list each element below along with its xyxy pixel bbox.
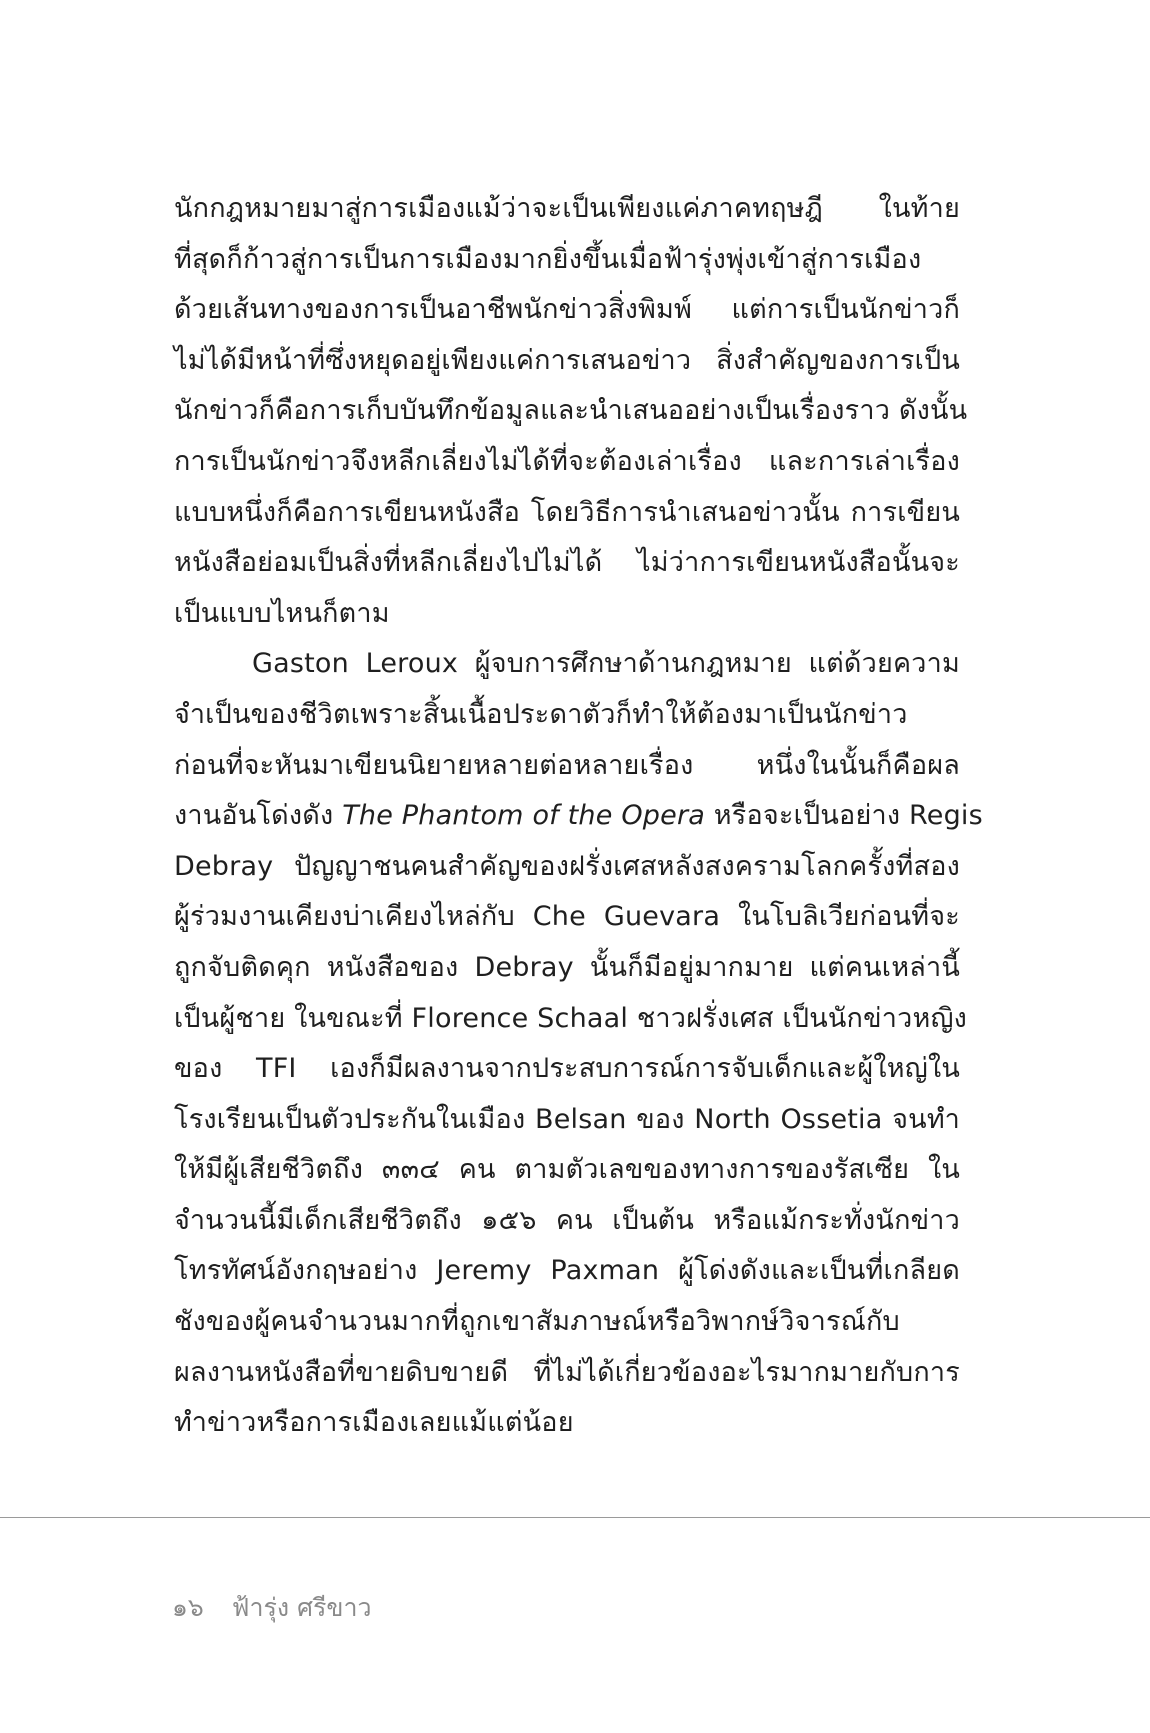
paragraph-2 bbox=[174, 639, 983, 1449]
text-segment: งานอันโด่งดัง bbox=[174, 800, 343, 832]
text-line: โทรทัศน์อังกฤษอย่าง Jeremy Paxman ผู้โด่งดังและเป็นที่เกลียด bbox=[174, 1255, 960, 1287]
text-line: ชังของผู้คนจำนวนมากที่ถูกเขาสัมภาษณ์หรือวิพากษ์วิจารณ์กับ bbox=[174, 1306, 900, 1338]
text-line: โรงเรียนเป็นตัวประกันในเมือง Belsan ของ North Ossetia จนทำ bbox=[174, 1103, 960, 1135]
text-line: Gaston Leroux ผู้จบการศึกษาด้านกฎหมาย แต่ด้วยความ bbox=[252, 648, 960, 680]
text-line: การเป็นนักข่าวจึงหลีกเลี่ยงไม่ได้ที่จะต้องเล่าเรื่อง และการเล่าเรื่อง bbox=[174, 445, 960, 477]
footer-rule bbox=[0, 1517, 1150, 1518]
text-line: Debray ปัญญาชนคนสำคัญของฝรั่งเศสหลังสงครามโลกครั้งที่สอง bbox=[174, 850, 960, 882]
body-text bbox=[174, 184, 983, 1449]
text-line: จำเป็นของชีวิตเพราะสิ้นเนื้อประดาตัวก็ทำให้ต้องมาเป็นนักข่าว bbox=[174, 698, 908, 730]
text-line: ไม่ได้มีหน้าที่ซึ่งหยุดอยู่เพียงแค่การเสนอข่าว สิ่งสำคัญของการเป็น bbox=[174, 344, 960, 376]
text-line: ถูกจับติดคุก หนังสือของ Debray นั้นก็มีอยู่มากมาย แต่คนเหล่านี้ bbox=[174, 951, 960, 983]
text-line bbox=[174, 791, 983, 842]
text-line: นักกฎหมายมาสู่การเมืองแม้ว่าจะเป็นเพียงแค่ภาคทฤษฎี ในท้าย bbox=[174, 193, 960, 224]
page-number: ๑๖ bbox=[172, 1593, 204, 1622]
book-title: The Phantom of the Opera bbox=[342, 800, 705, 832]
text-segment: หรือจะเป็นอย่าง Regis bbox=[705, 800, 983, 832]
text-line: แบบหนึ่งก็คือการเขียนหนังสือ โดยวิธีการนำเสนอข่าวนั้น การเขียน bbox=[174, 496, 960, 528]
text-line: ผู้ร่วมงานเคียงบ่าเคียงไหล่กับ Che Guevara ในโบลิเวียก่อนที่จะ bbox=[174, 901, 960, 933]
paragraph-1 bbox=[174, 184, 968, 639]
text-line: เป็นแบบไหนก็ตาม bbox=[174, 597, 390, 629]
text-line: ของ TFI เองก็มีผลงานจากประสบการณ์การจับเด็กและผู้ใหญ่ใน bbox=[174, 1053, 960, 1085]
text-line: ก่อนที่จะหันมาเขียนนิยายหลายต่อหลายเรื่อง หนึ่งในนั้นก็คือผล bbox=[174, 749, 960, 781]
running-head: ฟ้ารุ่ง ศรีขาว bbox=[231, 1593, 372, 1622]
text-line: ทำข่าวหรือการเมืองเลยแม้แต่น้อย bbox=[174, 1407, 574, 1439]
text-line: จำนวนนี้มีเด็กเสียชีวิตถึง ๑๕๖ คน เป็นต้น หรือแม้กระทั่งนักข่าว bbox=[174, 1204, 960, 1236]
text-line: ที่สุดก็ก้าวสู่การเป็นการเมืองมากยิ่งขึ้นเมื่อฟ้ารุ่งพุ่งเข้าสู่การเมือง bbox=[174, 243, 922, 275]
text-line: เป็นผู้ชาย ในขณะที่ Florence Schaal ชาวฝรั่งเศส เป็นนักข่าวหญิง bbox=[174, 1002, 968, 1034]
page-footer bbox=[172, 1588, 372, 1628]
text-line: ผลงานหนังสือที่ขายดิบขายดี ที่ไม่ได้เกี่ยวข้องอะไรมากมายกับการ bbox=[174, 1356, 960, 1388]
text-line: นักข่าวก็คือการเก็บบันทึกข้อมูลและนำเสนออย่างเป็นเรื่องราว ดังนั้น bbox=[174, 395, 968, 427]
text-line: หนังสือย่อมเป็นสิ่งที่หลีกเลี่ยงไปไม่ได้ ไม่ว่าการเขียนหนังสือนั้นจะ bbox=[174, 547, 960, 579]
text-line: ด้วยเส้นทางของการเป็นอาชีพนักข่าวสิ่งพิมพ์ แต่การเป็นนักข่าวก็ bbox=[174, 294, 960, 326]
text-line: ให้มีผู้เสียชีวิตถึง ๓๓๔ คน ตามตัวเลขของทางการของรัสเซีย ใน bbox=[174, 1154, 960, 1186]
